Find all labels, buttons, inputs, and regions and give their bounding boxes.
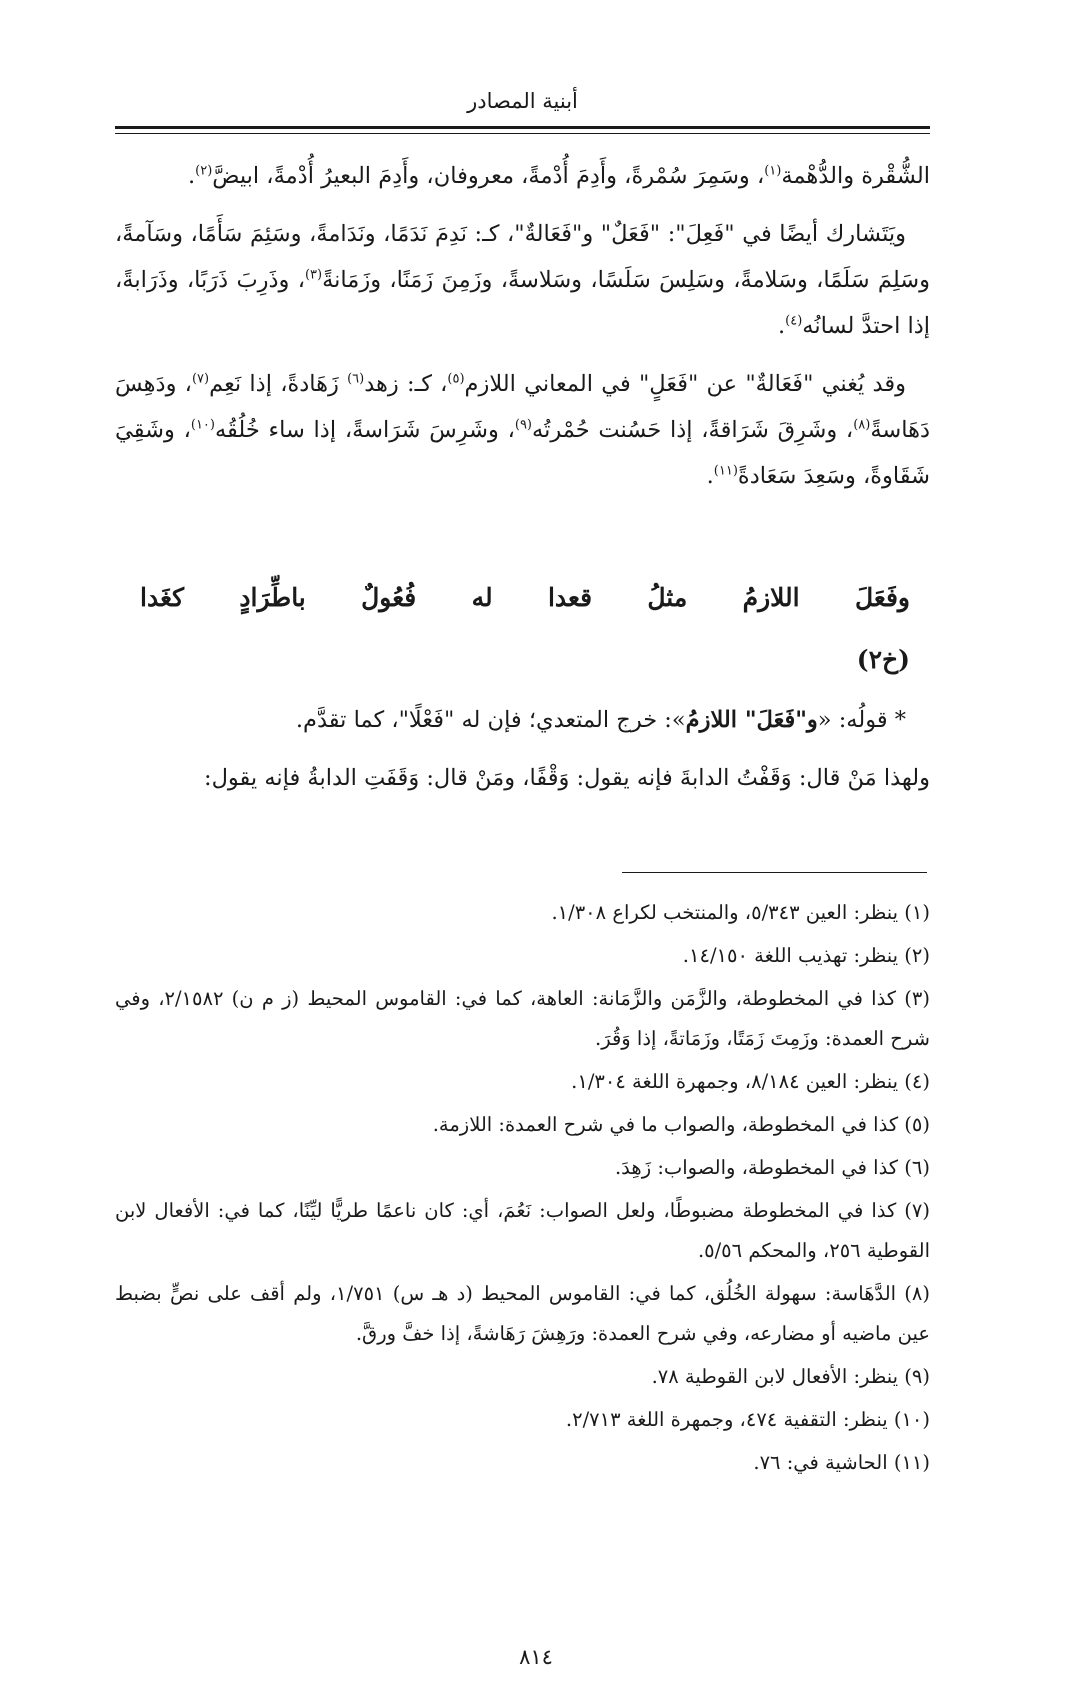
verse-word: وفَعَلَ: [854, 583, 910, 612]
footnote: (١٠) ينظر: التقفية ٤٧٤، وجمهرة اللغة ٢/٧١٣.: [565, 1408, 930, 1431]
page-number: ٨١٤: [519, 1645, 553, 1669]
footnote: (٩) ينظر: الأفعال لابن القوطية ٧٨.: [651, 1365, 930, 1388]
verse-line: [140, 578, 910, 618]
text-run: ، ودَهِسَ دَهَاسةً: [115, 371, 930, 443]
text-run: ، وشَرِقَ شَرَاقةً، إذا حَسُنت حُمْرتُه: [532, 417, 854, 443]
verse-word: باطِّرَادٍ: [239, 583, 306, 612]
footnote-marker[interactable]: (٨): [853, 417, 871, 433]
main-text: [115, 153, 930, 511]
footnote: (١١) الحاشية في: ٧٦.: [753, 1451, 930, 1474]
paragraph-3: [115, 361, 930, 499]
paragraph-1: [115, 153, 930, 199]
commentary-suffix: »: خرج المتعدي؛ فإن له "فَعْلًا"، كما تقدَّم.: [295, 707, 686, 733]
verse-words: [140, 578, 910, 618]
footnote-marker[interactable]: (١٠): [190, 417, 215, 433]
footnote: (٦) كذا في المخطوطة، والصواب: زَهِدَ.: [614, 1156, 930, 1179]
verse-reference: (خ٢): [856, 645, 910, 674]
text-run: ، وشَرِسَ شَرَاسةً، إذا ساء خُلُقُه: [214, 417, 515, 443]
footnote-marker[interactable]: (٦): [347, 371, 365, 387]
footnote: (٣) كذا في المخطوطة، والزَّمَن والزَّمَانة: العاهة، كما في: القاموس المحيط (ز م ن) ٢/١٥٨٢، وفي شرح العمدة: وزَمِتَ زَمَتًا، وزَمَاتةً، إذا وَقُرَ.: [115, 987, 931, 1050]
commentary-prefix: * قولُه: «: [817, 707, 906, 733]
commentary-quoted-verse: و"فَعَلَ" اللازمُ: [685, 707, 818, 733]
text-run: .: [706, 463, 714, 489]
footnote: (٤) ينظر: العين ٨/١٨٤، وجمهرة اللغة ١/٣٠٤.: [571, 1070, 930, 1093]
header-rule-thin: [115, 133, 930, 134]
verse-word: له: [471, 583, 493, 612]
footnote-marker[interactable]: (٢): [195, 163, 213, 179]
text-run: الشُّقْرة والدُّهْمة: [781, 163, 930, 189]
footnote: (٢) ينظر: تهذيب اللغة ١٤/١٥٠.: [682, 944, 930, 967]
verse-word: فُعُولٌ: [361, 583, 417, 612]
footnote-marker[interactable]: (٤): [785, 313, 803, 329]
footnote-marker[interactable]: (١): [764, 163, 782, 179]
text-run: وقد يُغني "فَعَالةٌ" عن "فَعَلٍ" في المعاني اللازم: [464, 371, 906, 397]
paragraph-2: [115, 211, 930, 349]
commentary-continuation: ولهذا مَنْ قال: وَقَفْتُ الدابةَ فإنه يقول: وَقْفًا، ومَنْ قال: وَقَفَتِ الدابةُ فإنه يقول:: [204, 765, 930, 791]
footnote-marker[interactable]: (٥): [447, 371, 465, 387]
footnote-marker[interactable]: (٣): [304, 267, 323, 283]
commentary-line: [115, 697, 930, 743]
footnote: (٨) الدَّهَاسة: سهولة الخُلُق، كما في: القاموس المحيط (د هـ س) ١/٧٥١، ولم أقف على نصٍّ بضبط عين ماضيه أو مضارعه، وفي شرح العمدة: ورَهِشَ رَهَاشةً، إذا خفَّ ورقَّ.: [115, 1282, 930, 1345]
text-run: .: [778, 313, 786, 339]
text-run: ، كـ: زهد: [364, 371, 448, 397]
footnote: (٧) كذا في المخطوطة مضبوطًا، ولعل الصواب: نَعُمَ، أي: كان ناعمًا طريًّا ليِّنًا، كما في: الأفعال لابن القوطية ٢٥٦، والمحكم ٥/٥٦.: [115, 1199, 930, 1262]
text-run: ، وذَرِبَ ذَرَبًا، وذَرَابةً، إذا احتدَّ لسانُه: [115, 267, 930, 339]
footnote-marker[interactable]: (٧): [191, 371, 210, 387]
commentary: [115, 697, 930, 813]
text-run: .: [187, 163, 196, 189]
footnotes: [115, 893, 930, 1486]
header-rule-thick: [115, 126, 930, 129]
text-run: ، وشَقِيَ شَقَاوةً، وسَعِدَ سَعَادةً: [115, 417, 930, 489]
footnote-separator: [622, 872, 927, 873]
text-run: زَهَادةً، إذا نَعِم: [209, 371, 348, 397]
text-run: ، وسَمِرَ سُمْرةً، وأَدِمَ أُدْمةً، معروفان، وأَدِمَ البعيرُ أُدْمةً، ابيضَّ: [212, 163, 765, 189]
footnote: (١) ينظر: العين ٥/٣٤٣، والمنتخب لكراع ١/٣٠٨.: [551, 901, 930, 924]
verse-word: كغَدا: [140, 583, 185, 612]
running-head: أبنية المصادر: [467, 89, 578, 113]
verse-word: قعدا: [547, 583, 593, 612]
verse-word: اللازمُ: [742, 583, 800, 612]
text-run: ويَتَشارك أيضًا في "فَعِلَ": "فَعَلٌ" و"فَعَالةٌ"، كـ: نَدِمَ نَدَمًا، ونَدَامةً، وسَئِمَ سَأَمًا، وسَآمةً، وسَلِمَ سَلَمًا، وسَلامةً، وسَلِسَ سَلَسًا، وسَلاسةً، وزَمِنَ زَمَنًا، وزَمَانةً: [115, 221, 930, 293]
verse-word: مثلُ: [647, 583, 688, 612]
footnote-marker[interactable]: (٩): [514, 417, 532, 433]
footnote: (٥) كذا في المخطوطة، والصواب ما في شرح العمدة: اللازمة.: [432, 1113, 930, 1136]
footnote-marker[interactable]: (١١): [713, 463, 738, 479]
